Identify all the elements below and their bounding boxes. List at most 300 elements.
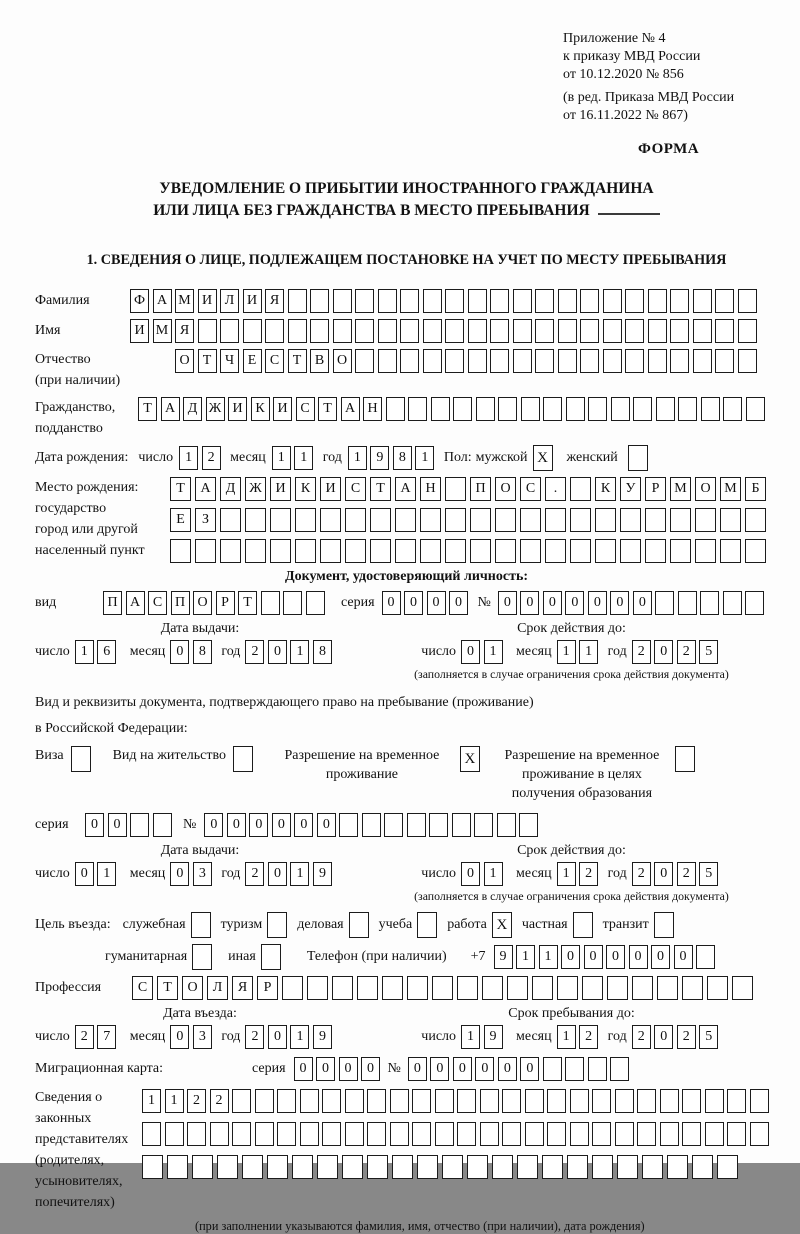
char-box[interactable]	[270, 539, 291, 563]
char-box[interactable]	[620, 539, 641, 563]
char-box[interactable]	[332, 976, 353, 1000]
char-box[interactable]	[570, 477, 591, 501]
char-box[interactable]: 1	[557, 862, 576, 886]
char-box[interactable]	[355, 319, 374, 343]
char-box[interactable]: К	[595, 477, 616, 501]
char-box[interactable]	[445, 289, 464, 313]
char-box[interactable]: И	[130, 319, 149, 343]
char-box[interactable]: 0	[610, 591, 629, 615]
char-box[interactable]: Ф	[130, 289, 149, 313]
char-box[interactable]: 9	[370, 446, 389, 470]
char-box[interactable]	[468, 349, 487, 373]
char-box[interactable]	[467, 1155, 488, 1179]
char-box[interactable]: У	[620, 477, 641, 501]
char-box[interactable]: 2	[677, 862, 696, 886]
other-checkbox[interactable]	[261, 944, 281, 970]
char-box[interactable]: Л	[220, 289, 239, 313]
char-box[interactable]: С	[265, 349, 284, 373]
char-box[interactable]	[367, 1122, 386, 1146]
char-box[interactable]: 0	[294, 813, 313, 837]
char-box[interactable]	[333, 289, 352, 313]
char-box[interactable]	[490, 349, 509, 373]
char-box[interactable]	[412, 1089, 431, 1113]
char-box[interactable]	[542, 1155, 563, 1179]
sex-male-checkbox[interactable]: X	[533, 445, 553, 471]
char-box[interactable]	[678, 397, 697, 421]
char-box[interactable]	[453, 397, 472, 421]
char-box[interactable]: В	[310, 349, 329, 373]
char-box[interactable]	[727, 1089, 746, 1113]
char-box[interactable]	[412, 1122, 431, 1146]
char-box[interactable]	[495, 539, 516, 563]
char-box[interactable]	[701, 397, 720, 421]
char-box[interactable]	[655, 591, 674, 615]
char-box[interactable]	[625, 349, 644, 373]
char-box[interactable]	[407, 976, 428, 1000]
char-box[interactable]	[386, 397, 405, 421]
char-box[interactable]	[255, 1089, 274, 1113]
char-box[interactable]	[678, 591, 697, 615]
char-box[interactable]: 1	[461, 1025, 480, 1049]
char-box[interactable]	[480, 1089, 499, 1113]
char-box[interactable]: 2	[632, 640, 651, 664]
char-box[interactable]: 1	[272, 446, 291, 470]
char-box[interactable]	[657, 976, 678, 1000]
char-box[interactable]: 2	[187, 1089, 206, 1113]
char-box[interactable]	[525, 1122, 544, 1146]
char-box[interactable]	[620, 508, 641, 532]
char-box[interactable]	[588, 1057, 607, 1081]
char-box[interactable]	[696, 945, 715, 969]
char-box[interactable]: О	[333, 349, 352, 373]
char-box[interactable]	[547, 1122, 566, 1146]
char-box[interactable]	[566, 397, 585, 421]
char-box[interactable]	[384, 813, 403, 837]
char-box[interactable]	[507, 976, 528, 1000]
char-box[interactable]	[295, 508, 316, 532]
char-box[interactable]	[392, 1155, 413, 1179]
char-box[interactable]	[648, 319, 667, 343]
char-box[interactable]: 0	[561, 945, 580, 969]
char-box[interactable]	[660, 1089, 679, 1113]
char-box[interactable]	[245, 508, 266, 532]
char-box[interactable]	[407, 813, 426, 837]
char-box[interactable]	[142, 1122, 161, 1146]
char-box[interactable]: 5	[699, 640, 718, 664]
char-box[interactable]: 0	[272, 813, 291, 837]
temp-residence-checkbox[interactable]: X	[460, 746, 480, 772]
char-box[interactable]	[723, 397, 742, 421]
char-box[interactable]	[745, 591, 764, 615]
char-box[interactable]	[445, 508, 466, 532]
official-checkbox[interactable]	[191, 912, 211, 938]
study-checkbox[interactable]	[417, 912, 437, 938]
char-box[interactable]	[557, 976, 578, 1000]
char-box[interactable]: 7	[97, 1025, 116, 1049]
char-box[interactable]	[565, 1057, 584, 1081]
char-box[interactable]	[558, 319, 577, 343]
char-box[interactable]	[693, 289, 712, 313]
char-box[interactable]	[570, 1089, 589, 1113]
char-box[interactable]: 1	[75, 640, 94, 664]
char-box[interactable]	[648, 349, 667, 373]
char-box[interactable]: .	[545, 477, 566, 501]
char-box[interactable]	[715, 319, 734, 343]
char-box[interactable]: 0	[427, 591, 446, 615]
char-box[interactable]	[547, 1089, 566, 1113]
char-box[interactable]: А	[195, 477, 216, 501]
char-box[interactable]	[187, 1122, 206, 1146]
char-box[interactable]: З	[195, 508, 216, 532]
char-box[interactable]: А	[126, 591, 145, 615]
sex-female-checkbox[interactable]	[628, 445, 648, 471]
char-box[interactable]	[435, 1089, 454, 1113]
char-box[interactable]	[420, 539, 441, 563]
char-box[interactable]: 0	[249, 813, 268, 837]
char-box[interactable]: Т	[170, 477, 191, 501]
char-box[interactable]: 0	[430, 1057, 449, 1081]
char-box[interactable]: 1	[294, 446, 313, 470]
char-box[interactable]	[582, 976, 603, 1000]
char-box[interactable]: 0	[317, 813, 336, 837]
char-box[interactable]: С	[132, 976, 153, 1000]
char-box[interactable]	[738, 319, 757, 343]
char-box[interactable]: 0	[453, 1057, 472, 1081]
char-box[interactable]	[720, 508, 741, 532]
char-box[interactable]: 0	[227, 813, 246, 837]
char-box[interactable]: 0	[85, 813, 104, 837]
char-box[interactable]	[292, 1155, 313, 1179]
char-box[interactable]	[532, 976, 553, 1000]
char-box[interactable]: 1	[179, 446, 198, 470]
char-box[interactable]	[520, 539, 541, 563]
char-box[interactable]	[610, 1057, 629, 1081]
char-box[interactable]	[715, 349, 734, 373]
char-box[interactable]: 0	[449, 591, 468, 615]
char-box[interactable]: 5	[699, 1025, 718, 1049]
char-box[interactable]: О	[182, 976, 203, 1000]
char-box[interactable]	[695, 539, 716, 563]
char-box[interactable]	[445, 349, 464, 373]
char-box[interactable]	[535, 319, 554, 343]
char-box[interactable]: 2	[632, 1025, 651, 1049]
char-box[interactable]	[570, 539, 591, 563]
char-box[interactable]	[645, 508, 666, 532]
char-box[interactable]: Т	[198, 349, 217, 373]
char-box[interactable]: Я	[232, 976, 253, 1000]
char-box[interactable]: Ч	[220, 349, 239, 373]
char-box[interactable]	[490, 289, 509, 313]
char-box[interactable]	[682, 976, 703, 1000]
char-box[interactable]: А	[395, 477, 416, 501]
char-box[interactable]	[345, 1122, 364, 1146]
char-box[interactable]	[400, 289, 419, 313]
char-box[interactable]: Т	[157, 976, 178, 1000]
char-box[interactable]	[656, 397, 675, 421]
char-box[interactable]	[457, 1122, 476, 1146]
char-box[interactable]	[521, 397, 540, 421]
char-box[interactable]: Т	[288, 349, 307, 373]
business-checkbox[interactable]	[349, 912, 369, 938]
char-box[interactable]	[570, 508, 591, 532]
char-box[interactable]: 0	[461, 640, 480, 664]
char-box[interactable]	[220, 539, 241, 563]
char-box[interactable]	[165, 1122, 184, 1146]
char-box[interactable]	[339, 813, 358, 837]
char-box[interactable]	[265, 319, 284, 343]
char-box[interactable]: 0	[629, 945, 648, 969]
transit-checkbox[interactable]	[654, 912, 674, 938]
char-box[interactable]: 0	[498, 1057, 517, 1081]
char-box[interactable]: К	[295, 477, 316, 501]
char-box[interactable]	[431, 397, 450, 421]
char-box[interactable]	[452, 813, 471, 837]
char-box[interactable]: И	[273, 397, 292, 421]
char-box[interactable]	[210, 1122, 229, 1146]
char-box[interactable]	[232, 1122, 251, 1146]
char-box[interactable]: Е	[170, 508, 191, 532]
char-box[interactable]	[525, 1089, 544, 1113]
char-box[interactable]	[474, 813, 493, 837]
work-checkbox[interactable]: X	[492, 912, 512, 938]
char-box[interactable]: 0	[520, 591, 539, 615]
char-box[interactable]: 0	[461, 862, 480, 886]
char-box[interactable]: 0	[268, 640, 287, 664]
char-box[interactable]: 1	[579, 640, 598, 664]
char-box[interactable]	[370, 539, 391, 563]
char-box[interactable]: 0	[633, 591, 652, 615]
char-box[interactable]	[382, 976, 403, 1000]
char-box[interactable]: А	[161, 397, 180, 421]
char-box[interactable]	[495, 508, 516, 532]
char-box[interactable]	[633, 397, 652, 421]
char-box[interactable]: 0	[543, 591, 562, 615]
char-box[interactable]	[603, 349, 622, 373]
char-box[interactable]: 2	[245, 862, 264, 886]
char-box[interactable]	[195, 539, 216, 563]
char-box[interactable]	[482, 976, 503, 1000]
char-box[interactable]	[603, 319, 622, 343]
char-box[interactable]	[333, 319, 352, 343]
char-box[interactable]	[660, 1122, 679, 1146]
char-box[interactable]: 0	[361, 1057, 380, 1081]
char-box[interactable]: 2	[579, 862, 598, 886]
char-box[interactable]	[217, 1155, 238, 1179]
char-box[interactable]	[543, 397, 562, 421]
char-box[interactable]	[588, 397, 607, 421]
char-box[interactable]	[468, 319, 487, 343]
char-box[interactable]: Р	[645, 477, 666, 501]
char-box[interactable]: Т	[370, 477, 391, 501]
char-box[interactable]	[727, 1122, 746, 1146]
char-box[interactable]: 8	[313, 640, 332, 664]
char-box[interactable]: 2	[677, 640, 696, 664]
char-box[interactable]: Р	[257, 976, 278, 1000]
char-box[interactable]: Р	[216, 591, 235, 615]
char-box[interactable]: И	[243, 289, 262, 313]
char-box[interactable]: 0	[606, 945, 625, 969]
char-box[interactable]: И	[198, 289, 217, 313]
char-box[interactable]	[642, 1155, 663, 1179]
char-box[interactable]	[306, 591, 325, 615]
char-box[interactable]	[750, 1122, 769, 1146]
char-box[interactable]	[695, 508, 716, 532]
char-box[interactable]	[682, 1089, 701, 1113]
char-box[interactable]	[705, 1089, 724, 1113]
char-box[interactable]: 1	[557, 640, 576, 664]
char-box[interactable]	[707, 976, 728, 1000]
char-box[interactable]: Д	[220, 477, 241, 501]
char-box[interactable]	[632, 976, 653, 1000]
char-box[interactable]	[625, 319, 644, 343]
char-box[interactable]	[637, 1089, 656, 1113]
char-box[interactable]	[423, 289, 442, 313]
char-box[interactable]	[255, 1122, 274, 1146]
char-box[interactable]	[267, 1155, 288, 1179]
char-box[interactable]: Ж	[245, 477, 266, 501]
char-box[interactable]: С	[520, 477, 541, 501]
char-box[interactable]: 0	[588, 591, 607, 615]
char-box[interactable]	[445, 539, 466, 563]
char-box[interactable]	[738, 289, 757, 313]
char-box[interactable]: 2	[75, 1025, 94, 1049]
char-box[interactable]	[470, 539, 491, 563]
char-box[interactable]	[170, 539, 191, 563]
char-box[interactable]	[746, 397, 765, 421]
char-box[interactable]	[355, 289, 374, 313]
char-box[interactable]: И	[320, 477, 341, 501]
char-box[interactable]	[400, 319, 419, 343]
char-box[interactable]: М	[670, 477, 691, 501]
char-box[interactable]: 2	[632, 862, 651, 886]
tourism-checkbox[interactable]	[267, 912, 287, 938]
char-box[interactable]: Н	[420, 477, 441, 501]
char-box[interactable]	[378, 319, 397, 343]
char-box[interactable]: О	[193, 591, 212, 615]
char-box[interactable]	[423, 349, 442, 373]
char-box[interactable]: 0	[498, 591, 517, 615]
char-box[interactable]: 9	[313, 1025, 332, 1049]
char-box[interactable]	[545, 539, 566, 563]
char-box[interactable]	[513, 289, 532, 313]
char-box[interactable]: 5	[699, 862, 718, 886]
char-box[interactable]	[220, 508, 241, 532]
char-box[interactable]: 0	[674, 945, 693, 969]
char-box[interactable]: 0	[565, 591, 584, 615]
char-box[interactable]: 1	[557, 1025, 576, 1049]
char-box[interactable]	[595, 508, 616, 532]
char-box[interactable]	[198, 319, 217, 343]
char-box[interactable]	[692, 1155, 713, 1179]
char-box[interactable]	[611, 397, 630, 421]
char-box[interactable]	[417, 1155, 438, 1179]
char-box[interactable]	[322, 1122, 341, 1146]
char-box[interactable]	[745, 539, 766, 563]
char-box[interactable]: 0	[475, 1057, 494, 1081]
char-box[interactable]: 2	[245, 640, 264, 664]
char-box[interactable]: 0	[408, 1057, 427, 1081]
char-box[interactable]	[498, 397, 517, 421]
char-box[interactable]: 3	[193, 1025, 212, 1049]
char-box[interactable]: 0	[170, 862, 189, 886]
char-box[interactable]	[592, 1155, 613, 1179]
char-box[interactable]	[700, 591, 719, 615]
char-box[interactable]: М	[175, 289, 194, 313]
char-box[interactable]	[732, 976, 753, 1000]
char-box[interactable]: 1	[415, 446, 434, 470]
char-box[interactable]	[400, 349, 419, 373]
char-box[interactable]	[300, 1122, 319, 1146]
char-box[interactable]	[750, 1089, 769, 1113]
char-box[interactable]: Б	[745, 477, 766, 501]
char-box[interactable]: И	[270, 477, 291, 501]
char-box[interactable]	[519, 813, 538, 837]
char-box[interactable]: Т	[138, 397, 157, 421]
char-box[interactable]	[720, 539, 741, 563]
char-box[interactable]: 3	[193, 862, 212, 886]
char-box[interactable]	[282, 976, 303, 1000]
char-box[interactable]: 2	[245, 1025, 264, 1049]
char-box[interactable]	[277, 1089, 296, 1113]
char-box[interactable]	[153, 813, 172, 837]
char-box[interactable]	[295, 539, 316, 563]
char-box[interactable]: 0	[520, 1057, 539, 1081]
char-box[interactable]: 1	[484, 862, 503, 886]
char-box[interactable]	[378, 349, 397, 373]
char-box[interactable]: 2	[202, 446, 221, 470]
char-box[interactable]	[442, 1155, 463, 1179]
char-box[interactable]	[395, 508, 416, 532]
char-box[interactable]	[390, 1122, 409, 1146]
char-box[interactable]: М	[153, 319, 172, 343]
char-box[interactable]	[670, 289, 689, 313]
char-box[interactable]: 8	[193, 640, 212, 664]
char-box[interactable]: 0	[654, 862, 673, 886]
char-box[interactable]: 1	[142, 1089, 161, 1113]
char-box[interactable]: 0	[170, 640, 189, 664]
char-box[interactable]: 0	[654, 1025, 673, 1049]
char-box[interactable]	[345, 508, 366, 532]
char-box[interactable]	[445, 477, 466, 501]
char-box[interactable]	[378, 289, 397, 313]
char-box[interactable]: О	[175, 349, 194, 373]
char-box[interactable]: 0	[584, 945, 603, 969]
char-box[interactable]: 2	[579, 1025, 598, 1049]
char-box[interactable]: Ж	[206, 397, 225, 421]
char-box[interactable]: 1	[97, 862, 116, 886]
char-box[interactable]	[535, 289, 554, 313]
char-box[interactable]	[355, 349, 374, 373]
char-box[interactable]: Т	[238, 591, 257, 615]
char-box[interactable]	[480, 1122, 499, 1146]
char-box[interactable]	[580, 349, 599, 373]
char-box[interactable]	[320, 539, 341, 563]
char-box[interactable]	[345, 539, 366, 563]
char-box[interactable]: П	[103, 591, 122, 615]
char-box[interactable]: 1	[484, 640, 503, 664]
char-box[interactable]	[232, 1089, 251, 1113]
char-box[interactable]	[288, 289, 307, 313]
char-box[interactable]: 9	[494, 945, 513, 969]
char-box[interactable]	[567, 1155, 588, 1179]
char-box[interactable]	[513, 349, 532, 373]
char-box[interactable]	[502, 1089, 521, 1113]
char-box[interactable]	[545, 508, 566, 532]
char-box[interactable]: 6	[97, 640, 116, 664]
char-box[interactable]	[543, 1057, 562, 1081]
char-box[interactable]	[367, 1089, 386, 1113]
char-box[interactable]: 0	[108, 813, 127, 837]
